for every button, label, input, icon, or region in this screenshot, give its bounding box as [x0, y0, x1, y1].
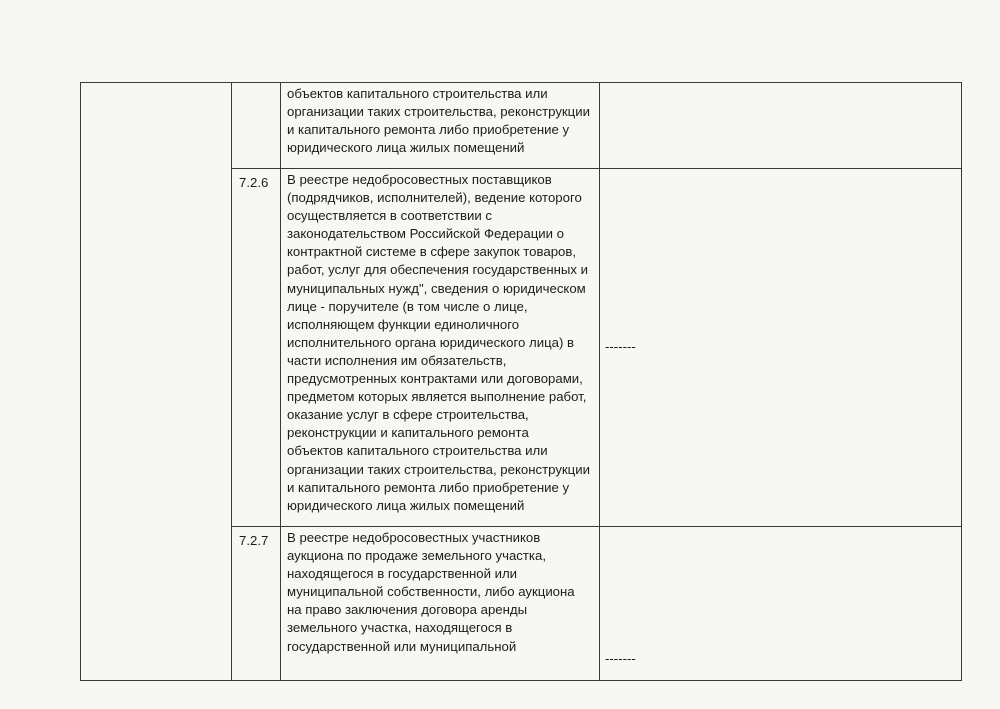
text-line: законодательством Российской Федерации о — [287, 226, 565, 242]
text-line: на право заключения договора аренды — [287, 602, 528, 618]
text-line: и капитального ремонта либо приобретение у — [287, 479, 570, 495]
text-line: В реестре недобросовестных участников — [287, 530, 541, 545]
text-line: аукциона по продаже земельного участка, — [287, 548, 546, 564]
text-line: (подрядчиков, исполнителей), ведение которого — [287, 190, 582, 206]
text-line: работ, услуг для обеспечения государственных и — [287, 262, 588, 278]
text-line: юридического лица жилых помещений — [287, 497, 525, 513]
text-line: предметом которых является выполнение работ, — [287, 389, 587, 405]
item-value-cell: ------- — [600, 527, 962, 681]
text-line: юридического лица жилых помещений — [287, 140, 525, 156]
text-line: организации таких строительства, реконструкции — [287, 104, 590, 120]
text-line: исполняющем функции единоличного — [287, 316, 520, 332]
item-number-cell — [232, 83, 281, 169]
table-row — [81, 83, 962, 169]
section-cell — [81, 83, 232, 681]
item-description-cell — [281, 169, 600, 527]
text-line: и капитального ремонта либо приобретение у — [287, 122, 570, 138]
text-line: контрактной системе в сфере закупок товаров, — [287, 244, 577, 260]
text-line: организации таких строительства, реконструкции — [287, 461, 590, 477]
item-description-cell — [281, 527, 600, 681]
text-line: объектов капитального строительства или — [287, 86, 548, 101]
text-line: реконструкции и капитального ремонта — [287, 425, 529, 441]
text-line: осуществляется в соответствии с — [287, 208, 493, 224]
item-number-cell: 7.2.7 — [232, 527, 281, 681]
text-line: государственной или муниципальной — [287, 638, 517, 654]
text-line: муниципальных нужд", сведения о юридическом — [287, 280, 586, 296]
text-line: оказание услуг в сфере строительства, — [287, 407, 529, 423]
requirements-table — [80, 82, 962, 681]
text-line: муниципальной собственности, либо аукциона — [287, 584, 575, 600]
text-line: объектов капитального строительства или — [287, 443, 548, 459]
text-line: предусмотренных контрактами или договорами, — [287, 371, 583, 387]
item-value-cell: ------- — [600, 169, 962, 527]
item-number-cell: 7.2.6 — [232, 169, 281, 527]
text-line: лице - поручителе (в том числе о лице, — [287, 298, 528, 314]
text-line: находящегося в государственной или — [287, 566, 518, 582]
text-line: исполнительного органа юридического лица) в — [287, 334, 575, 350]
text-line: части исполнения им обязательств, — [287, 352, 507, 368]
item-description-cell — [281, 83, 600, 169]
text-line: В реестре недобросовестных поставщиков — [287, 172, 552, 187]
text-line: земельного участка, находящегося в — [287, 620, 513, 636]
item-value-cell — [600, 83, 962, 169]
